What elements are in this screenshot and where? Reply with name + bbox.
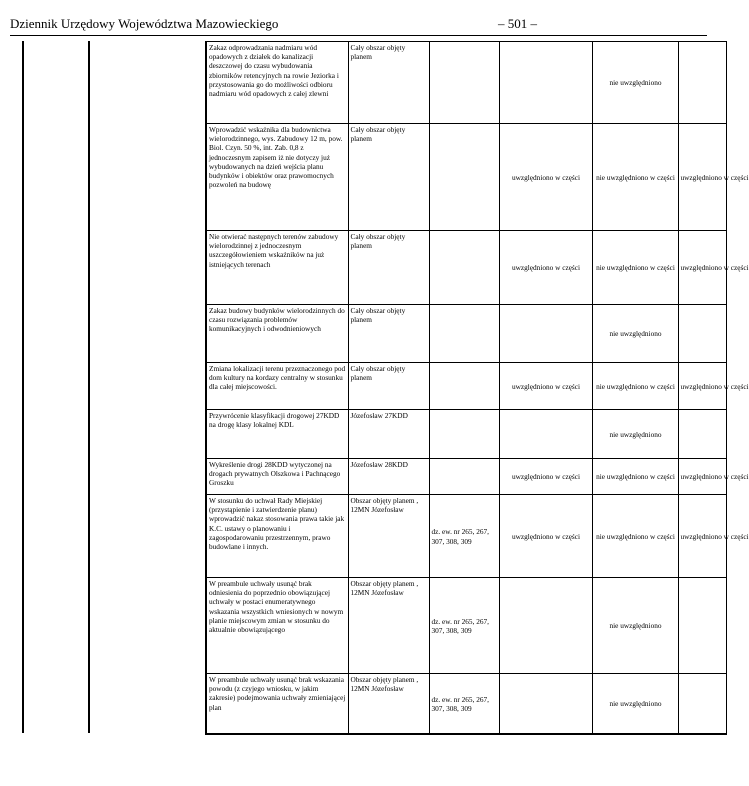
location-text: Obszar objęty planem , [350, 496, 419, 505]
location-cell [348, 231, 429, 305]
location-text: Obszar objęty planem , [350, 579, 419, 588]
status-b-cell [592, 305, 678, 363]
status-a-text: uwzględniono w części [511, 472, 581, 482]
location-text: Cały obszar objęty planem [350, 125, 406, 144]
location-detail-text: 12MN Józefosław [350, 505, 404, 515]
status-c-cell [678, 363, 749, 410]
status-a-text: uwzględniono w części [511, 381, 581, 391]
location-text: Cały obszar objęty planem [350, 364, 406, 383]
status-a-cell [499, 459, 592, 495]
status-a-cell [499, 305, 592, 363]
status-c-text: uwzględniono w części [680, 263, 749, 273]
status-c-cell [678, 459, 749, 495]
description-text: W preambule uchwały usunąć brak wskazania powodu (z czyjego wniosku, w jakim zakresie) podejmowania uchwały zmieniającej plan [209, 675, 346, 712]
description-cell [206, 231, 348, 305]
status-b-cell [592, 495, 678, 578]
description-cell [206, 674, 348, 734]
table-row [206, 495, 726, 578]
status-c-text: uwzględniono w części [680, 472, 749, 482]
table-row [206, 459, 726, 495]
description-cell [206, 459, 348, 495]
status-b-text: nie uwzględniono [609, 78, 662, 88]
status-b-text: nie uwzględniono w części [596, 531, 675, 541]
parcels-cell [429, 305, 499, 363]
table-row [206, 305, 726, 363]
status-b-text: nie uwzględniono w części [596, 381, 675, 391]
table-row [206, 410, 726, 459]
status-c-cell [678, 42, 726, 124]
location-cell [348, 459, 429, 495]
location-cell [348, 578, 429, 674]
page-number: – 501 – [498, 16, 537, 31]
status-b-cell [592, 459, 678, 495]
status-b-cell [592, 578, 678, 674]
status-c-cell [678, 495, 749, 578]
parcels-text: dz. ew. nr 265, 267, 307, 308, 309 [431, 616, 489, 635]
location-text: Cały obszar objęty planem [350, 232, 406, 251]
page-header [10, 15, 707, 33]
description-cell [206, 410, 348, 459]
description-text: Zakaz budowy budynków wielorodzinnych do czasu rozwiązania problemów komunikacyjnych i odwodnieniowych [209, 306, 345, 334]
status-a-cell [499, 363, 592, 410]
status-b-cell [592, 674, 678, 734]
status-c-text: uwzględniono w części [680, 381, 749, 391]
table-row [206, 231, 726, 305]
status-b-cell [592, 231, 678, 305]
status-a-cell [499, 231, 592, 305]
status-a-cell [499, 495, 592, 578]
location-text: Cały obszar objęty planem [350, 306, 406, 325]
description-cell [206, 305, 348, 363]
location-cell [348, 674, 429, 734]
status-b-cell [592, 42, 678, 124]
table-row [206, 578, 726, 674]
status-a-text: uwzględniono w części [511, 172, 581, 182]
parcels-cell [429, 459, 499, 495]
status-a-cell [499, 410, 592, 459]
status-a-cell [499, 42, 592, 124]
description-text: Nie otwierać następnych terenów zabudowy wielorodzinnej z jednoczesnym uszczegółowieniem wskaźników na już istniejących terenach [209, 232, 339, 269]
description-text: Zakaz odprowadzania nadmiaru wód opadowych z działek do kanalizacji deszczowej do czasu wybudowania zbiorników retencyjnych na rowie Jeziorka i przystosowania go do możliwości odbioru nadmiaru wód opadowych z całej zlewni [209, 43, 339, 99]
status-a-cell [499, 674, 592, 734]
description-text: Wprowadzić wskaźnika dla budownictwa wielorodzinnego, wys. Zabudowy 12 m, pow. Biol. Czyn. 50 %, int. Zab. 0,8 z jednoczesnym zapisem iż nie dotyczy już wybudowanych na dzień wejścia planu budynków i obiektów oraz prawomocnych pozwoleń na budowę [209, 125, 343, 190]
parcels-cell [429, 674, 499, 734]
location-detail-text: 12MN Józefosław [350, 588, 404, 598]
status-b-text: nie uwzględniono [609, 429, 662, 439]
location-cell [348, 363, 429, 410]
description-cell [206, 363, 348, 410]
header-rule [10, 35, 707, 36]
status-a-cell [499, 124, 592, 231]
parcels-cell [429, 124, 499, 231]
status-c-text: uwzględniono w części [680, 531, 749, 541]
status-c-cell [678, 231, 749, 305]
status-b-text: nie uwzględniono [609, 621, 662, 631]
status-b-text: nie uwzględniono w części [596, 263, 675, 273]
location-text: Cały obszar objęty planem [350, 43, 406, 62]
parcels-cell [429, 578, 499, 674]
status-c-cell [678, 578, 726, 674]
description-text: Wykreślenie drogi 28KDD wytyczonej na drogach prywatnych Olszkowa i Pachnącego Groszku [209, 460, 341, 488]
location-cell [348, 410, 429, 459]
location-cell [348, 495, 429, 578]
status-c-cell [678, 124, 749, 231]
description-cell [206, 578, 348, 674]
table-row [206, 674, 726, 734]
location-text: Józefosław 28KDD [350, 460, 408, 469]
journal-title: Dziennik Urzędowy Województwa Mazowieckiego [10, 16, 279, 31]
status-c-cell [678, 674, 726, 734]
parcels-cell [429, 495, 499, 578]
table-border-left [22, 41, 24, 733]
table-row [206, 363, 726, 410]
parcels-cell [429, 410, 499, 459]
status-c-text: uwzględniono w części [680, 172, 749, 182]
status-b-text: nie uwzględniono [609, 329, 662, 339]
parcels-cell [429, 42, 499, 124]
parcels-cell [429, 363, 499, 410]
status-a-cell [499, 578, 592, 674]
description-text: W preambule uchwały usunąć brak odniesienia do poprzednio obowiązującej uchwały w postaci enumeratywnego wskazania wszystkich wniesionych w nowym planie miejscowym zmian w stosunku do aktualnie obowiązującego [209, 579, 344, 635]
description-cell [206, 124, 348, 231]
status-b-text: nie uwzględniono [609, 699, 662, 709]
status-b-cell [592, 363, 678, 410]
description-cell [206, 42, 348, 124]
table-column-divider [88, 41, 90, 733]
table-row [206, 42, 726, 124]
description-text: W stosunku do uchwał Rady Miejskiej (przystąpienie i zatwierdzenie planu) wprowadzić nakaz stosowania prawa takie jak K.C. ustawy o planowaniu i zagospodarowaniu przestrzennym, prawo budowlane i innych. [209, 496, 345, 552]
location-cell [348, 305, 429, 363]
description-text: Przywrócenie klasyfikacji drogowej 27KDD na drogę klasy lokalnej KDL [209, 411, 340, 430]
status-b-cell [592, 410, 678, 459]
location-cell [348, 42, 429, 124]
status-a-text: uwzględniono w części [511, 531, 581, 541]
description-cell [206, 495, 348, 578]
location-detail-text: 12MN Józefosław [350, 684, 404, 694]
status-b-cell [592, 124, 678, 231]
location-text: Józefosław 27KDD [350, 411, 408, 420]
parcels-text: dz. ew. nr 265, 267, 307, 308, 309 [431, 527, 489, 546]
status-b-text: nie uwzględniono w części [596, 472, 675, 482]
status-c-cell [678, 410, 726, 459]
description-text: Zmiana lokalizacji terenu przeznaczonego pod dom kultury na kordazy centralny w stosunku dla całej miejscowości. [209, 364, 346, 392]
comments-table [205, 41, 749, 735]
status-b-text: nie uwzględniono w części [596, 172, 675, 182]
location-text: Obszar objęty planem , [350, 675, 419, 684]
status-c-cell [678, 305, 726, 363]
table-row [206, 124, 726, 231]
parcels-text: dz. ew. nr 265, 267, 307, 308, 309 [431, 694, 489, 713]
location-cell [348, 124, 429, 231]
parcels-cell [429, 231, 499, 305]
status-a-text: uwzględniono w części [511, 263, 581, 273]
